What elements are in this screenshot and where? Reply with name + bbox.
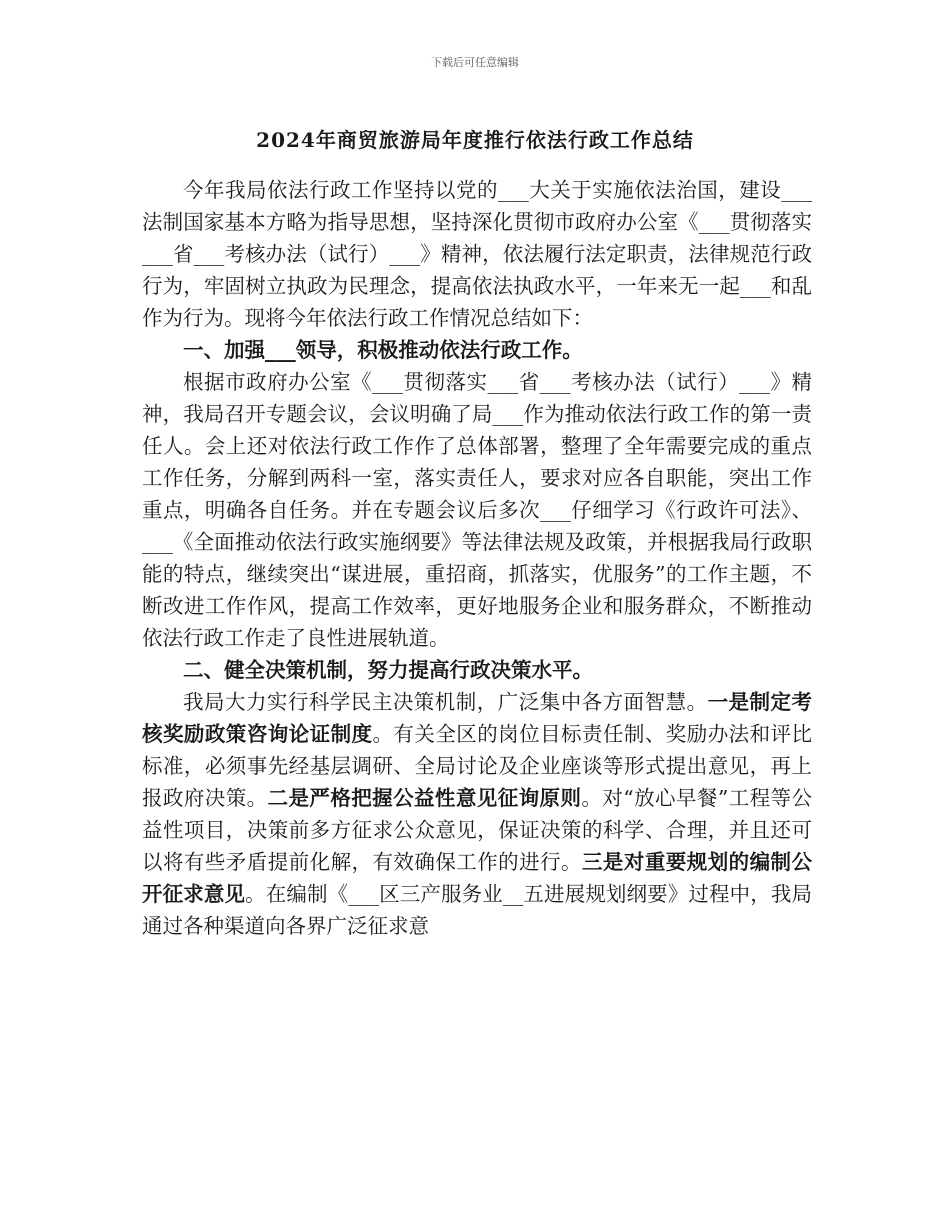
section-1-paragraph: 根据市政府办公室《___贯彻落实___省___考核办法（试行）___》精神，我局召开专题会议，会议明确了局___作为推动依法行政工作的第一责任人。会上还对依法行政工作作了总体部署，整理了全年需要完成的重点工作任务，分解到两科一室，落实责任人，要求对应各自职能，突出工作重点，明确各自任务。并在专题会议后多次___仔细学习《行政许可法》、___《全面推动依法行政实施纲要》等法律法规及政策，并根据我局行政职能的特点，继续突出“谋进展，重招商，抓落实，优服务”的工作主题，不断改进工作作风，提高工作效率，更好地服务企业和服务群众，不断推动依法行政工作走了良性进展轨道。: [142, 370, 812, 650]
document-title: 2024年商贸旅游局年度推行依法行政工作总结: [256, 128, 694, 152]
section-2-paragraph: [142, 686, 812, 942]
section-2-point-1: 一是制定考核奖励政策咨询论证制度: [142, 690, 813, 746]
section-2-text-4: 。在编制《___区三产服务业__五进展规划纲要》过程中，我局通过各种渠道向各界广泛征求意: [142, 882, 813, 938]
section-1-heading: 一、加强___领导，积极推动依法行政工作。: [183, 338, 583, 362]
section-2-point-2: 二是严格把握公益性意见征询原则: [267, 786, 582, 810]
section-2-text-3: 。对“放心早餐”工程等公益性项目，决策前多方征求公众意见，保证决策的科学、合理，并且还可以将有些矛盾提前化解，有效确保工作的进行。: [142, 786, 813, 874]
section-2-point-3: 三是对重要规划的编制公开征求意见: [142, 850, 813, 906]
section-2-text-1: 我局大力实行科学民主决策机制，广泛集中各方面智慧。: [183, 690, 708, 714]
page-header-note: 下载后可任意编辑: [431, 56, 519, 69]
intro-paragraph: 今年我局依法行政工作坚持以党的___大关于实施依法治国，建设___法制国家基本方略为指导思想，坚持深化贯彻市政府办公室《___贯彻落实___省___考核办法（试行）___》精神，依法履行法定职责，法律规范行政行为，牢固树立执政为民理念，提高依法执政水平，一年来无一起___和乱作为行为。现将今年依法行政工作情况总结如下：: [142, 178, 812, 330]
section-2-text-2: 。有关全区的岗位目标责任制、奖励办法和评比标准，必须事先经基层调研、全局讨论及企业座谈等形式提出意见，再上报政府决策。: [142, 722, 812, 810]
document-body: [142, 174, 812, 942]
section-2-heading: 二、健全决策机制，努力提高行政决策水平。: [183, 658, 593, 682]
